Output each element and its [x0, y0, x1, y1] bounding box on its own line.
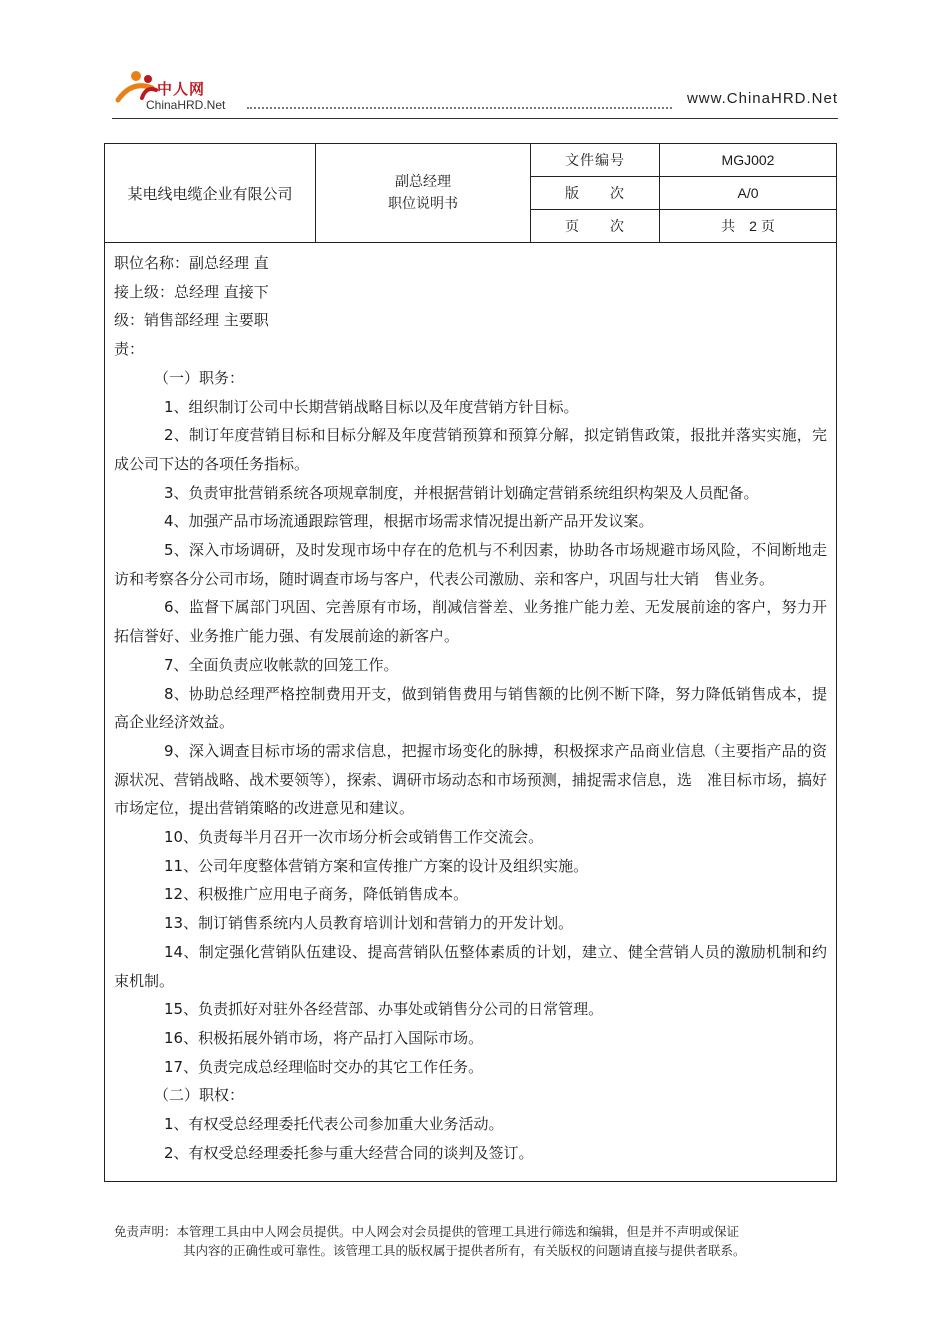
duty-item: 3、负责审批营销系统各项规章制度，并根据营销计划确定营销系统组织构架及人员配备。: [164, 483, 759, 502]
file-number-label: 文件编号: [531, 144, 660, 177]
header-dotted-line: [247, 107, 672, 109]
document-body: [105, 243, 836, 1168]
duty-item: 7、全面负责应收帐款的回笼工作。: [164, 655, 399, 674]
duty-item: 8、协助总经理严格控制费用开支，做到销售费用与销售额的比例不断下降，努力降低销售成本，提高企业经济效益。: [114, 684, 827, 732]
disclaimer-line-2: 其内容的正确性或可靠性。该管理工具的版权属于提供者所有，有关版权的问题请直接与提供者联系。: [183, 1243, 746, 1258]
duty-item: 6、监督下属部门巩固、完善原有市场，削减信誉差、业务推广能力差、无发展前途的客户，努力开拓信誉好、业务推广能力强、有发展前途的新客户。: [114, 598, 827, 646]
version-value: A/0: [660, 177, 837, 210]
company-name: 某电线电缆企业有限公司: [105, 144, 316, 243]
page-header: [112, 70, 838, 120]
logo-english-text: ChinaHRD.Net: [146, 98, 226, 112]
duty-item: 13、制订销售系统内人员教育培训计划和营销力的开发计划。: [164, 914, 574, 933]
info-line: 级：销售部经理 主要职: [114, 311, 269, 330]
section-powers-heading: （二）职权：: [154, 1086, 245, 1105]
duty-item: 10、负责每半月召开一次市场分析会或销售工作交流会。: [164, 828, 544, 847]
duty-item: 1、组织制订公司中长期营销战略目标以及年度营销方针目标。: [164, 397, 579, 416]
document-title: [316, 144, 531, 243]
power-item: 1、有权受总经理委托代表公司参加重大业务活动。: [164, 1115, 504, 1134]
section-duties-heading: （一）职务：: [154, 368, 245, 387]
duty-item: 16、积极拓展外销市场，将产品打入国际市场。: [164, 1028, 484, 1047]
duty-item: 4、加强产品市场流通跟踪管理，根据市场需求情况提出新产品开发议案。: [164, 512, 654, 531]
disclaimer: [114, 1222, 838, 1260]
version-label: 版 次: [531, 177, 660, 210]
duty-item: 17、负责完成总经理临时交办的其它工作任务。: [164, 1057, 484, 1076]
duty-item: 14、制定强化营销队伍建设、提高营销队伍整体素质的计划，建立、健全营销人员的激励机制和约束机制。: [114, 942, 827, 990]
duty-item: 9、深入调查目标市场的需求信息，把握市场变化的脉搏，积极探求产品商业信息（主要指产品的资源状况、营销战略、战术要领等），探索、调研市场动态和市场预测，捕捉需求信息，选 准目标市场，搞好市场定位，提出营销策略的改进意见和建议。: [114, 741, 827, 818]
info-line: 职位名称：副总经理 直: [114, 254, 269, 272]
power-item: 2、有权受总经理委托参与重大经营合同的谈判及签订。: [164, 1143, 534, 1162]
duty-item: 2、制订年度营销目标和目标分解及年度营销预算和预算分解，拟定销售政策，报批并落实实施，完成公司下达的各项任务指标。: [114, 426, 827, 473]
info-line: 责：: [114, 340, 145, 359]
job-description-document: [104, 143, 837, 1182]
duty-item: 11、公司年度整体营销方案和宣传推广方案的设计及组织实施。: [164, 856, 589, 875]
page-count-label: 页 次: [531, 210, 660, 243]
page-count-value: 共 2 页: [660, 210, 837, 243]
duty-item: 15、负责抓好对驻外各经营部、办事处或销售分公司的日常管理。: [164, 1000, 604, 1019]
title-line-2: 职位说明书: [388, 196, 458, 212]
file-number-value: MGJ002: [660, 144, 837, 177]
logo-chinese-text: 中人网: [157, 80, 206, 98]
chinahrd-logo: [112, 70, 252, 116]
info-line: 接上级：总经理 直接下: [114, 282, 269, 301]
document-header-table: [105, 144, 836, 243]
header-divider: [112, 118, 838, 119]
disclaimer-line-1: 免责声明：本管理工具由中人网会员提供。中人网会对会员提供的管理工具进行筛选和编辑，但是并不声明或保证: [114, 1224, 740, 1239]
site-url[interactable]: www.ChinaHRD.Net: [686, 90, 838, 107]
duty-item: 12、积极推广应用电子商务，降低销售成本。: [164, 885, 469, 904]
duty-item: 5、深入市场调研，及时发现市场中存在的危机与不利因素，协助各市场规避市场风险，不间断地走访和考察各分公司市场，随时调查市场与客户，代表公司激励、亲和客户，巩固与壮大销 售业务。: [114, 541, 827, 588]
title-line-1: 副总经理: [395, 174, 451, 190]
